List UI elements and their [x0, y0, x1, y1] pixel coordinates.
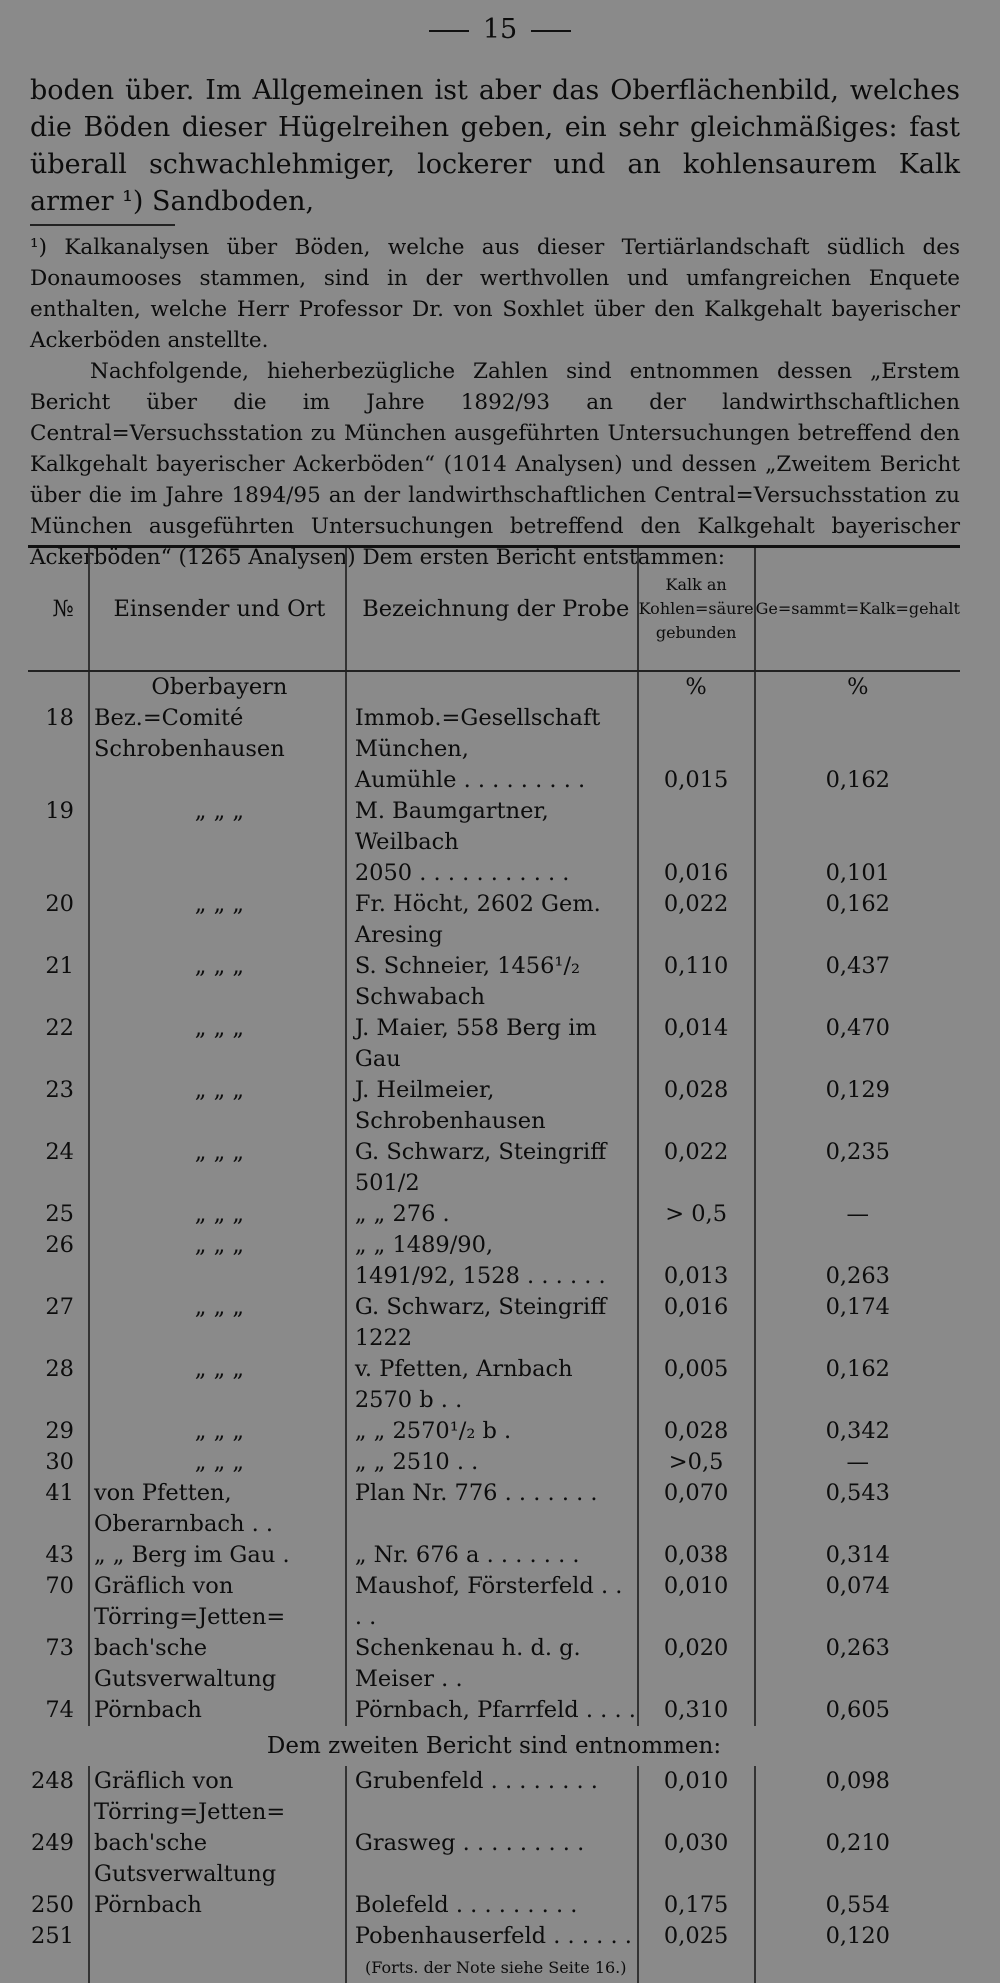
table-row [28, 1447, 960, 1478]
cell-kalk: 0,028 [638, 1075, 755, 1137]
unit-kalk: % [638, 671, 755, 703]
dash-right [531, 30, 571, 32]
table-body-first-report [28, 671, 960, 1726]
cell-einsender: „ „ „ [89, 1013, 346, 1075]
cell-nr: 41 [45, 1480, 74, 1506]
table-row [28, 1540, 960, 1571]
cell-einsender: „ „ „ [89, 1230, 346, 1261]
header-bezeichnung: Bezeichnung der Probe [346, 548, 638, 671]
region-row [28, 671, 960, 703]
cell-bezeichnung: Immob.=Gesellschaft München, [346, 703, 638, 765]
cell-bezeichnung: Schenkenau h. d. g. Meiser . . [346, 1633, 638, 1695]
cell-gesammt: 0,120 [755, 1921, 960, 1952]
cell-bezeichnung: J. Heilmeier, Schrobenhausen [346, 1075, 638, 1137]
header-einsender: Einsender und Ort [89, 548, 346, 671]
cell-einsender: bach'sche Gutsverwaltung [89, 1633, 346, 1695]
cell-einsender: von Pfetten, Oberarnbach . . [89, 1478, 346, 1540]
table-row [28, 796, 960, 858]
cell-nr: 27 [45, 1294, 74, 1320]
cell-bezeichnung: G. Schwarz, Steingriff 501/2 [346, 1137, 638, 1199]
cell-kalk: > 0,5 [638, 1199, 755, 1230]
table-row [28, 1416, 960, 1447]
table-row [28, 1921, 960, 1952]
cell-nr: 26 [45, 1232, 74, 1258]
cell-nr: 251 [31, 1923, 74, 1949]
cell-nr: 25 [45, 1201, 74, 1227]
cell-kalk: 0,038 [638, 1540, 755, 1571]
cell-kalk: 0,020 [638, 1633, 755, 1695]
cell-gesammt [755, 796, 960, 858]
cell-gesammt [755, 1230, 960, 1261]
table-row [28, 951, 960, 1013]
analysis-table [28, 545, 960, 1983]
cell-kalk: 0,010 [638, 1571, 755, 1633]
table-row [28, 1199, 960, 1230]
table-row [28, 1828, 960, 1890]
table-body-second-report [28, 1766, 960, 1952]
cell-einsender: Bez.=Comité Schrobenhausen [89, 703, 346, 765]
cell-nr: 70 [45, 1573, 74, 1599]
cell-nr: 24 [45, 1139, 74, 1165]
table-row [28, 1230, 960, 1261]
cell-gesammt: 0,162 [755, 889, 960, 951]
table-section-2 [28, 1726, 960, 1766]
footnote-rule [30, 224, 175, 226]
cell-nr: 28 [45, 1356, 74, 1382]
cell-gesammt: 0,210 [755, 1828, 960, 1890]
cell-nr: 30 [45, 1449, 74, 1475]
cell-bezeichnung: „ „ 2570¹/₂ b . [346, 1416, 638, 1447]
header-nr: № [28, 548, 89, 671]
cell-gesammt: 0,314 [755, 1540, 960, 1571]
cell-bezeichnung: Aumühle . . . . . . . . . [346, 765, 638, 796]
cell-einsender: Pörnbach [89, 1890, 346, 1921]
cell-kalk [638, 1230, 755, 1261]
cell-einsender: „ „ „ [89, 951, 346, 1013]
cell-bezeichnung: M. Baumgartner, Weilbach [346, 796, 638, 858]
table-row [28, 1261, 960, 1292]
cell-nr: 20 [45, 891, 74, 917]
region-label: Oberbayern [89, 671, 346, 703]
cell-gesammt: 0,437 [755, 951, 960, 1013]
table-row [28, 1890, 960, 1921]
continuation-note: (Forts. der Note siehe Seite 16.) [346, 1952, 638, 1983]
table-row [28, 1292, 960, 1354]
cell-nr: 250 [31, 1892, 74, 1918]
cell-kalk: 0,030 [638, 1828, 755, 1890]
cell-bezeichnung: Pobenhauserfeld . . . . . . [346, 1921, 638, 1952]
table-row [28, 1354, 960, 1416]
table-row [28, 1137, 960, 1199]
table-row [28, 889, 960, 951]
cell-einsender: „ „ „ [89, 1075, 346, 1137]
cell-bezeichnung: v. Pfetten, Arnbach 2570 b . . [346, 1354, 638, 1416]
cell-kalk: 0,015 [638, 765, 755, 796]
cell-bezeichnung: „ Nr. 676 a . . . . . . . [346, 1540, 638, 1571]
cell-gesammt: 0,098 [755, 1766, 960, 1828]
cell-kalk: 0,110 [638, 951, 755, 1013]
cell-bezeichnung: 2050 . . . . . . . . . . . [346, 858, 638, 889]
cell-bezeichnung: 1491/92, 1528 . . . . . . [346, 1261, 638, 1292]
table-row [28, 1571, 960, 1633]
cell-einsender: „ „ „ [89, 1199, 346, 1230]
cell-kalk [638, 796, 755, 858]
cell-bezeichnung: „ „ 2510 . . [346, 1447, 638, 1478]
table-footer [28, 1952, 960, 1983]
cell-einsender: „ „ „ [89, 1354, 346, 1416]
cell-nr [28, 1261, 89, 1292]
cell-nr [28, 765, 89, 796]
table-row [28, 1695, 960, 1726]
cell-einsender [89, 1921, 346, 1952]
cell-einsender: Pörnbach [89, 1695, 346, 1726]
cell-kalk: 0,005 [638, 1354, 755, 1416]
cell-gesammt: 0,263 [755, 1261, 960, 1292]
cell-einsender [89, 765, 346, 796]
cell-nr [28, 858, 89, 889]
cell-nr: 248 [31, 1768, 74, 1794]
cell-bezeichnung: Grasweg . . . . . . . . . [346, 1828, 638, 1890]
table-row [28, 1075, 960, 1137]
cell-gesammt: — [755, 1447, 960, 1478]
cell-kalk: 0,016 [638, 1292, 755, 1354]
cell-gesammt: 0,074 [755, 1571, 960, 1633]
cell-kalk: 0,175 [638, 1890, 755, 1921]
cell-bezeichnung: Plan Nr. 776 . . . . . . . [346, 1478, 638, 1540]
cell-nr: 21 [45, 953, 74, 979]
table-row [28, 858, 960, 889]
cell-gesammt: 0,174 [755, 1292, 960, 1354]
cell-nr: 29 [45, 1418, 74, 1444]
cell-einsender: „ „ „ [89, 1416, 346, 1447]
cell-einsender: „ „ „ [89, 1292, 346, 1354]
cell-gesammt: 0,235 [755, 1137, 960, 1199]
cell-bezeichnung: G. Schwarz, Steingriff 1222 [346, 1292, 638, 1354]
cell-gesammt: 0,342 [755, 1416, 960, 1447]
cell-kalk: 0,013 [638, 1261, 755, 1292]
header-kalk-kohlensaeure: Kalk an Kohlen=säure gebunden [638, 548, 755, 671]
cell-einsender [89, 858, 346, 889]
cell-bezeichnung: Bolefeld . . . . . . . . . [346, 1890, 638, 1921]
cell-einsender: bach'sche Gutsverwaltung [89, 1828, 346, 1890]
cell-gesammt: 0,470 [755, 1013, 960, 1075]
section-2-row [28, 1726, 960, 1766]
table-header-row [28, 548, 960, 671]
cell-gesammt: 0,554 [755, 1890, 960, 1921]
cell-nr: 18 [45, 705, 74, 731]
cell-nr: 249 [31, 1830, 74, 1856]
cell-kalk: 0,014 [638, 1013, 755, 1075]
cell-gesammt: 0,605 [755, 1695, 960, 1726]
table-row [28, 703, 960, 765]
cell-einsender: „ „ Berg im Gau . [89, 1540, 346, 1571]
cell-bezeichnung: Fr. Höcht, 2602 Gem. Aresing [346, 889, 638, 951]
cell-einsender: „ „ „ [89, 796, 346, 858]
cell-nr: 43 [45, 1542, 74, 1568]
cell-gesammt: 0,543 [755, 1478, 960, 1540]
cell-bezeichnung: J. Maier, 558 Berg im Gau [346, 1013, 638, 1075]
footnote-1: ¹) Kalkanalysen über Böden, welche aus dieser Tertiärlandschaft südlich des Donaumooses stammen, sind in der werthvollen und umfangreichen Enquete enthalten, welche Herr Professor Dr. von Soxhlet über den Kalkgehalt bayerischer Ackerböden anstellte. [30, 235, 960, 353]
cell-kalk: 0,016 [638, 858, 755, 889]
continuation-row [28, 1952, 960, 1983]
cell-bezeichnung: S. Schneier, 1456¹/₂ Schwabach [346, 951, 638, 1013]
cell-einsender: Gräflich von Törring=Jetten= [89, 1571, 346, 1633]
table-row [28, 765, 960, 796]
cell-kalk: 0,070 [638, 1478, 755, 1540]
unit-gesammt: % [755, 671, 960, 703]
cell-nr: 73 [45, 1635, 74, 1661]
cell-gesammt: 0,129 [755, 1075, 960, 1137]
cell-kalk [638, 703, 755, 765]
cell-nr: 19 [45, 798, 74, 824]
header-gesammt-kalk: Ge=sammt=Kalk=gehalt [755, 548, 960, 671]
cell-bezeichnung: „ „ 1489/90, [346, 1230, 638, 1261]
cell-kalk: 0,028 [638, 1416, 755, 1447]
cell-einsender [89, 1261, 346, 1292]
cell-nr: 74 [45, 1697, 74, 1723]
cell-einsender: „ „ „ [89, 1447, 346, 1478]
cell-einsender: „ „ „ [89, 1137, 346, 1199]
cell-bezeichnung: Pörnbach, Pfarrfeld . . . . [346, 1695, 638, 1726]
cell-kalk: 0,022 [638, 1137, 755, 1199]
cell-kalk: 0,025 [638, 1921, 755, 1952]
cell-einsender: Gräflich von Törring=Jetten= [89, 1766, 346, 1828]
cell-gesammt [755, 703, 960, 765]
table-row [28, 1766, 960, 1828]
cell-gesammt: 0,263 [755, 1633, 960, 1695]
cell-kalk: 0,010 [638, 1766, 755, 1828]
cell-gesammt: 0,162 [755, 1354, 960, 1416]
cell-bezeichnung: Maushof, Försterfeld . . . . [346, 1571, 638, 1633]
cell-bezeichnung: Grubenfeld . . . . . . . . [346, 1766, 638, 1828]
cell-bezeichnung: „ „ 276 . [346, 1199, 638, 1230]
cell-gesammt: 0,162 [755, 765, 960, 796]
cell-kalk: >0,5 [638, 1447, 755, 1478]
table-row [28, 1633, 960, 1695]
cell-einsender: „ „ „ [89, 889, 346, 951]
cell-gesammt: — [755, 1199, 960, 1230]
intro-paragraph: boden über. Im Allgemeinen ist aber das Oberflächenbild, welches die Böden dieser Hügelreihen geben, ein sehr gleichmäßiges: fast überall schwachlehmiger, lockerer und an kohlensaurem Kalk armer ¹) Sandboden, [30, 75, 960, 217]
page-number: 15 [0, 14, 1000, 45]
table-row [28, 1478, 960, 1540]
dash-left [429, 30, 469, 32]
table-row [28, 1013, 960, 1075]
cell-nr: 23 [45, 1077, 74, 1103]
cell-kalk: 0,310 [638, 1695, 755, 1726]
cell-nr: 22 [45, 1015, 74, 1041]
cell-kalk: 0,022 [638, 889, 755, 951]
footnote-2: Nachfolgende, hieherbezügliche Zahlen sind entnommen dessen „Erstem Bericht über die im Jahre 1892/93 an der landwirthschaftlichen Central=Versuchsstation zu München ausgeführten Untersuchungen betreffend den Kalkgehalt bayerischer Ackerböden“ (1014 Analysen) und dessen „Zweitem Bericht über die im Jahre 1894/95 an der landwirthschaftlichen Central=Versuchsstation zu München ausgeführten Untersuchungen betreffend den Kalkgehalt bayerischer Ackerböden“ (1265 Analysen) Dem ersten Bericht entstammen: [30, 359, 960, 570]
cell-gesammt: 0,101 [755, 858, 960, 889]
section-2-title: Dem zweiten Bericht sind entnommen: [266, 1733, 722, 1759]
text-body [30, 72, 960, 573]
